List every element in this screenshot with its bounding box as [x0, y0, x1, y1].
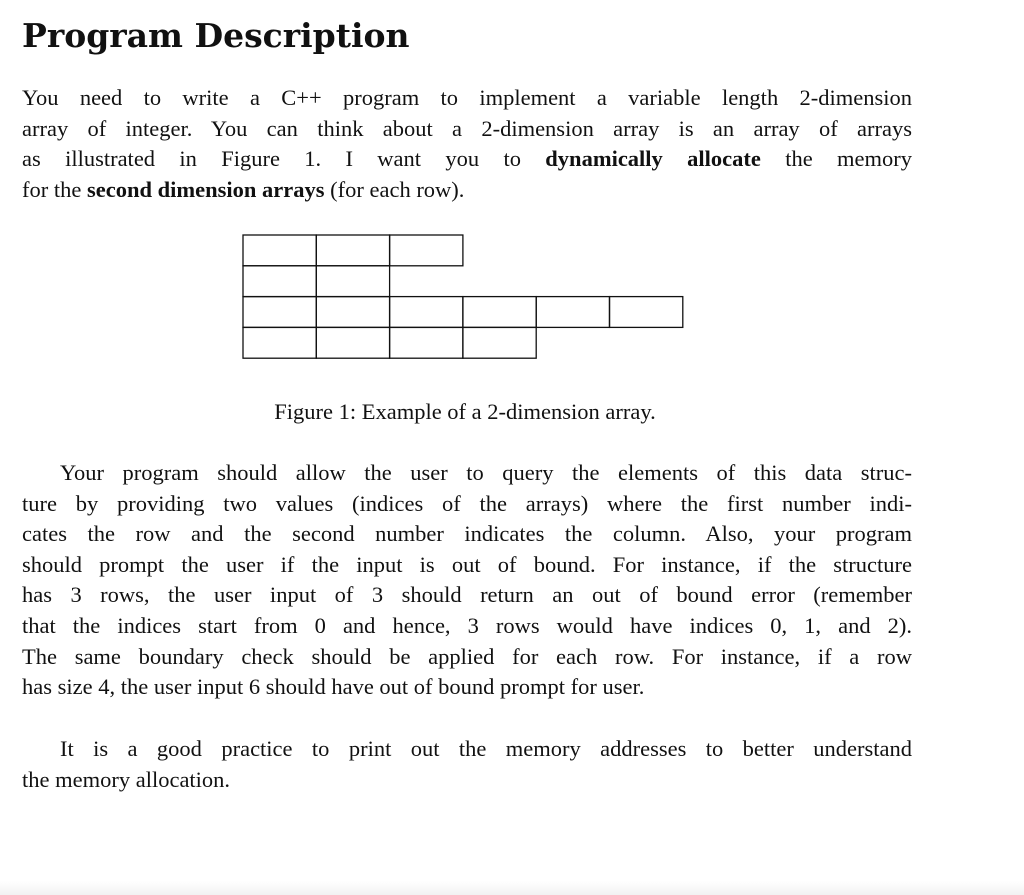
query-paragraph	[22, 458, 912, 703]
array-cell-r1-c1	[316, 266, 389, 297]
query-line-8: has size 4, the user input 6 should have out of bound prompt for user.	[22, 674, 645, 700]
bold-dynamically-allocate: dynamically allocate	[545, 146, 761, 172]
array-cell-r0-c2	[390, 235, 463, 266]
intro-line-1: You need to write a C++ program to implement a variable length 2-dimension	[22, 85, 912, 110]
memory-line-1: It is a good practice to print out the memory addresses to better understand	[60, 736, 912, 761]
array-cell-r3-c0	[243, 327, 316, 358]
array-cell-r2-c5	[610, 297, 683, 328]
intro-line-3	[22, 144, 912, 175]
intro-line-4-text-a: for the	[22, 176, 87, 202]
query-line-1: Your program should allow the user to query the elements of this data struc-	[60, 460, 912, 485]
array-cell-r3-c1	[316, 327, 389, 358]
page-bottom-edge	[0, 881, 1024, 895]
array-cell-r2-c0	[243, 297, 316, 328]
query-line-3: cates the row and the second number indicates the column. Also, your program	[22, 521, 912, 547]
memory-paragraph	[22, 734, 912, 795]
memory-line-2: the memory allocation.	[22, 766, 231, 792]
query-line-5: has 3 rows, the user input of 3 should return an out of bound error (remember	[22, 582, 912, 608]
array-cell-r2-c3	[463, 297, 536, 328]
section-heading: Program Description	[22, 16, 410, 55]
query-line-6: that the indices start from 0 and hence, 3 rows would have indices 0, 1, and 2).	[22, 612, 912, 638]
intro-line-3-text-a: as illustrated in Figure 1. I want you to	[22, 146, 546, 172]
intro-line-4	[22, 175, 912, 206]
array-cell-r1-c0	[243, 266, 316, 297]
query-line-7: The same boundary check should be applied for each row. For instance, if a row	[22, 643, 912, 669]
array-cell-r2-c2	[390, 297, 463, 328]
array-cell-r3-c3	[463, 327, 536, 358]
array-figure	[242, 234, 687, 360]
array-cell-r0-c1	[316, 235, 389, 266]
intro-line-2: array of integer. You can think about a 2-dimension array is an array of arrays	[22, 115, 912, 141]
query-line-4: should prompt the user if the input is out of bound. For instance, if the structure	[22, 551, 912, 577]
query-line-2: ture by providing two values (indices of the arrays) where the first number indi-	[22, 490, 912, 516]
intro-line-4-text-c: (for each row).	[324, 176, 465, 202]
array-cell-r2-c4	[536, 297, 609, 328]
bold-second-dimension-arrays: second dimension arrays	[86, 176, 325, 202]
figure-caption: Figure 1: Example of a 2-dimension array.	[274, 399, 656, 424]
array-cell-r0-c0	[243, 235, 316, 266]
intro-line-3-text-c: the memory	[760, 146, 912, 172]
array-cell-r3-c2	[390, 327, 463, 358]
array-cell-r2-c1	[316, 297, 389, 328]
intro-paragraph	[22, 83, 912, 205]
